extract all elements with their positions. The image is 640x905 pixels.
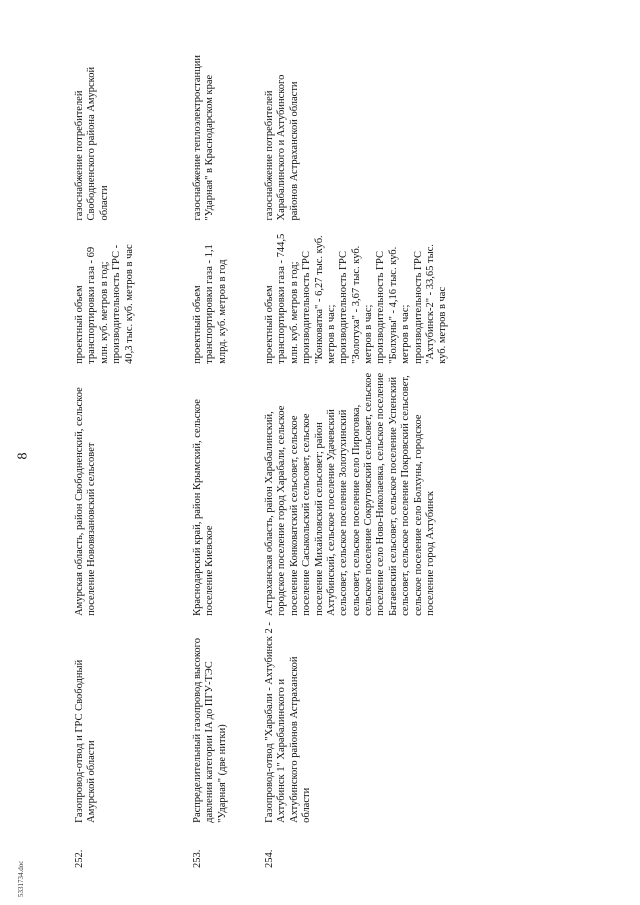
pipelines-table (70, 48, 460, 868)
object-name: Газопровод-отвод "Харабали - Ахтубинск 2 - Ахтубинск 1" Харабалинского и Ахтубинского районов Астраханской области (264, 622, 313, 823)
object-purpose: газоснабжение потребителей Харабалинского и Ахтубинского районов Астраханской области (264, 74, 300, 221)
row-number: 252. (74, 849, 85, 868)
object-location: Амурская область, район Свободненский, сельское поселение Нововязановский сельсовет (74, 387, 98, 616)
page-number: 8 (15, 452, 31, 460)
object-name: Газопровод-отвод и ГРС Свободный Амурской области (74, 659, 98, 823)
object-capacity: проектный объем транспортировки газа - 744,5 млн. куб. метров в год; производительность ГРС "Конковатка" - 6,27 тыс. куб. метров в час; производительность ГРС "Золотуха" - 3,67 тыс. куб. метров в час; производительность ГРС "Болхуны" - 4,16 тыс. куб. метров в час; производительность ГРС "Ахтубинск-2" - 33,65 тыс. куб. метров в час (264, 233, 449, 364)
object-capacity: проектный объем транспортировки газа - 69 млн. куб. метров в год; производительность ГРС - 40,3 тыс. куб. метров в час (74, 244, 135, 364)
object-purpose: газоснабжение потребителей Свободненского района Амурской области (74, 66, 110, 221)
object-purpose: газоснабжение теплоэлектростанции "Ударная" в Краснодарском крае (192, 54, 216, 221)
rotated-table-container (70, 48, 560, 868)
object-location: Краснодарский край, район Крымский, сельское поселение Киевское (192, 399, 216, 616)
document-code: 5331734.doc (17, 860, 25, 897)
table-row (188, 48, 260, 868)
row-number: 254. (264, 849, 275, 868)
table-row (260, 48, 460, 868)
object-capacity: проектный объем транспортировки газа - 1,1 млрд. куб. метров в год (192, 244, 228, 364)
object-location: Астраханская область, район Харабалинский, городское поселение город Харабали, сельское поселение Конковатский сельсовет, сельское поселение Сасыкольский сельсовет, сельское поселение Михайловский сельсовет; район Ахтубинский, сельское поселение Удачевский сельсовет, сельское поселение Золотухинский сельсовет, сельское поселение село Пироговка, сельское поселение Сокрутовский сельсовет, сельское поселение село Ново-Николаевка, сельское поселение Батаевский сельсовет, сельское поселение Успенский сельсовет, сельское поселение Покровский сельсовет, сельское поселение село Болхуны, городское поселение город Ахтубинск (264, 372, 436, 616)
table-row (70, 48, 188, 868)
row-number: 253. (192, 849, 203, 868)
object-name: Распределительный газопровод высокого давления категории IA до ПГУ-ТЭС "Ударная" (две нитки) (192, 638, 228, 823)
